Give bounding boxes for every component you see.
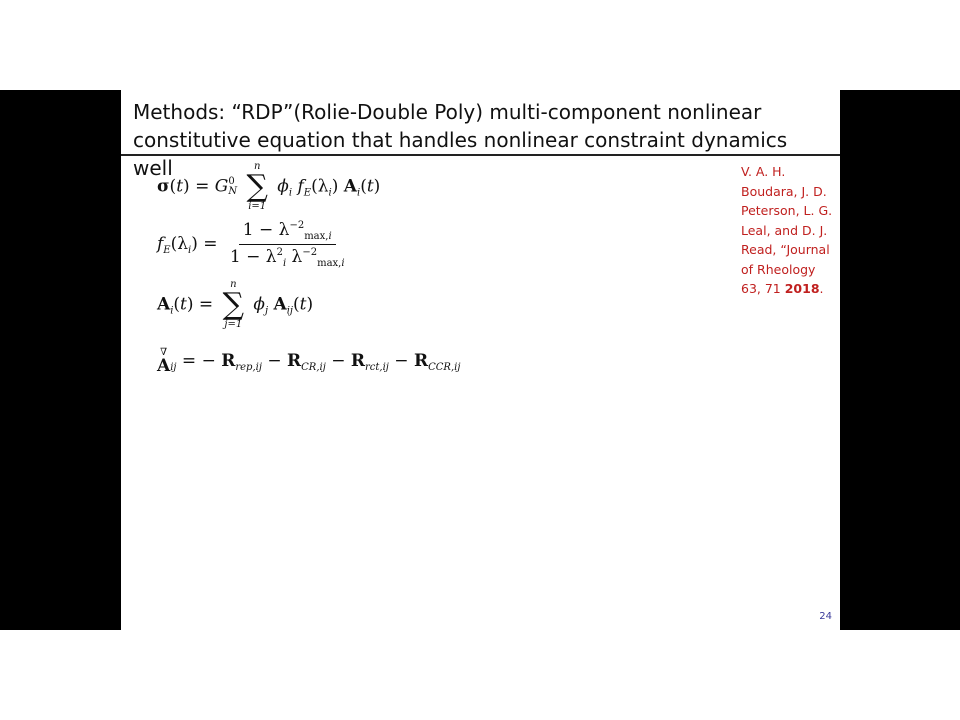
presentation-slide (121, 90, 840, 630)
reference-text: V. A. H. Boudara, J. D. Peterson, L. G. Leal, and D. J. Read, “Journal of Rheology 63, 71 (741, 164, 833, 296)
reference-year: 2018 (784, 281, 820, 296)
slide-title: Methods: “RDP”(Rolie-Double Poly) multi-component nonlinear constitutive equation that handles nonlinear constraint dynamics well (133, 100, 788, 180)
page-number: 24 (819, 611, 832, 622)
reference-citation (741, 162, 837, 299)
equation-upper-convected: ∇ A $_{ij}$ = − $R_{rep,ij} - R_{CR,ij} - R_{rct,ij} - R_{CCR,ij}$ (157, 347, 461, 376)
equation-stress: σ(t) = G 0 N n ∑ i=1 $\phi_i$ $f_E(\lambda_i)$ $A_i(t)$ (157, 161, 381, 212)
equation-conformation-sum: $A_i(t)$ = n ∑ j=1 $\phi_j$ $A_{ij}(t)$ (157, 279, 314, 330)
equation-finite-extensibility: $f_E(\lambda_i)$ = $\frac{1 - \lambda^{-2}_{max,i}}{1 - \lambda^2_i \lambda^{-2}_{max,i}}$ (157, 220, 345, 269)
reference-end: . (819, 281, 824, 296)
title-divider (121, 154, 840, 156)
